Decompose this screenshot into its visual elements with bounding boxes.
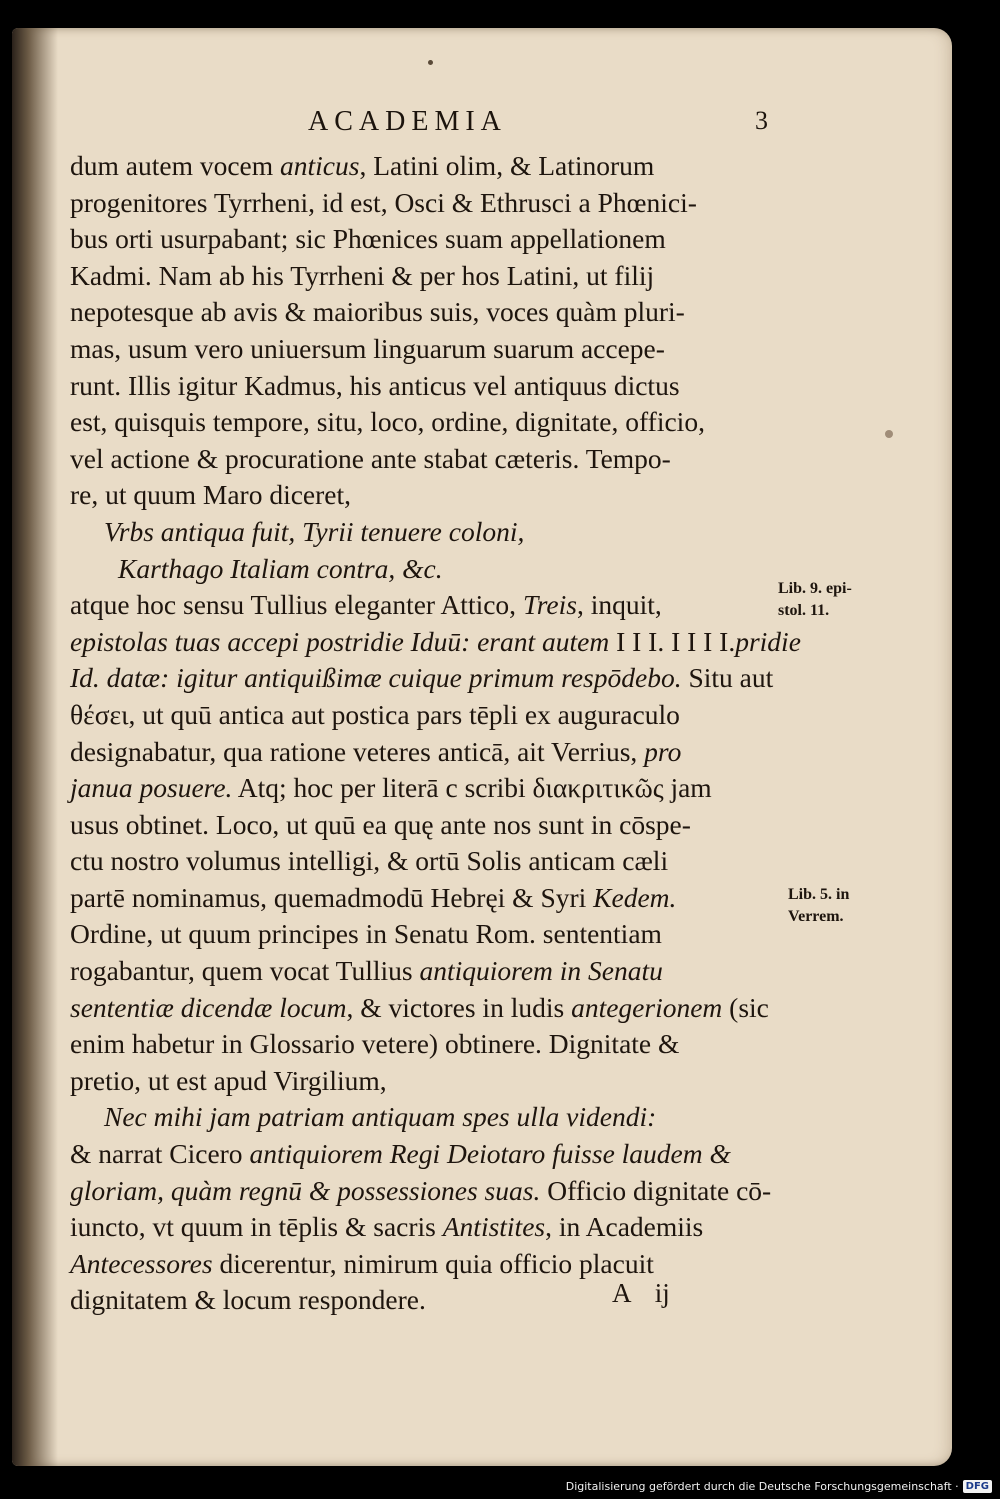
text-segment: Kadmi. Nam ab his Tyrrheni & per hos Latini, ut filij	[70, 259, 655, 291]
text-line	[70, 331, 790, 368]
text-segment: ctu nostro volumus intelligi, & ortū Solis anticam cæli	[70, 845, 669, 877]
margin-note	[788, 884, 849, 928]
text-line	[70, 551, 790, 588]
text-segment: iuncto, vt quum in tēplis & sacris	[70, 1211, 443, 1243]
text-segment: , inquit,	[576, 589, 662, 621]
text-line	[70, 916, 790, 953]
text-line	[70, 477, 790, 514]
text-segment: atque hoc sensu Tullius eleganter Attico,	[70, 589, 523, 621]
text-segment: pridie	[735, 625, 801, 657]
text-segment: vel actione & procuratione ante stabat cæteris. Tempo-	[70, 442, 671, 474]
text-segment: janua posuere.	[70, 772, 233, 804]
text-segment: runt. Illis igitur Kadmus, his anticus vel antiquus dictus	[70, 369, 680, 401]
text-segment: progenitores Tyrrheni, id est, Osci & Ethrusci a Phœnici-	[70, 186, 697, 218]
text-line	[70, 1099, 790, 1136]
text-line	[70, 587, 790, 624]
text-line	[70, 221, 790, 258]
text-line	[70, 990, 790, 1027]
text-line	[70, 1282, 790, 1319]
text-line	[70, 514, 790, 551]
text-segment: dicerentur, nimirum quia officio placuit	[212, 1247, 654, 1279]
text-segment: (sic	[722, 991, 769, 1023]
text-line	[70, 624, 801, 661]
text-segment: rogabantur, quem vocat Tullius	[70, 955, 420, 987]
text-line	[70, 404, 790, 441]
text-line	[70, 441, 790, 478]
text-segment: antiquiorem Regi Deiotaro fuisse laudem &	[249, 1138, 731, 1170]
text-line	[70, 148, 790, 185]
text-segment: enim habetur in Glossario vetere) obtinere. Dignitate &	[70, 1028, 680, 1060]
text-line	[70, 294, 790, 331]
text-segment: Kedem.	[593, 881, 677, 913]
text-segment: dignitatem & locum respondere.	[70, 1284, 426, 1316]
text-segment: sententiæ dicendæ locum	[70, 991, 347, 1023]
text-segment: epistolas tuas accepi postridie Iduū: erant autem	[70, 625, 617, 657]
text-segment: usus obtinet. Loco, ut quū ea quę ante nos sunt in cōspe-	[70, 808, 691, 840]
text-line	[70, 1173, 790, 1210]
text-segment: dum autem vocem	[70, 150, 281, 181]
text-line	[70, 697, 790, 734]
text-segment: pretio, ut est apud Virgilium,	[70, 1064, 387, 1096]
text-line	[70, 807, 790, 844]
ink-speck	[428, 60, 433, 65]
text-segment: pro	[644, 735, 682, 767]
text-segment: , & victores in ludis	[346, 991, 572, 1023]
book-gutter	[12, 28, 58, 1466]
text-segment: antiquiorem in Senatu	[419, 955, 663, 987]
text-segment: re, ut quum Maro diceret,	[70, 479, 352, 511]
text-segment: bus orti usurpabant; sic Phœnices suam appellationem	[70, 223, 666, 255]
body-text	[70, 148, 801, 1319]
margin-note-line: Lib. 5. in	[788, 886, 850, 903]
text-segment: Vrbs antiqua fuit, Tyrii tenuere coloni,	[104, 515, 525, 547]
text-line	[70, 843, 790, 880]
text-segment: designabatur, qua ratione veteres anticā, ait Verrius,	[70, 735, 645, 767]
margin-note-line: Verrem.	[788, 908, 844, 925]
text-line	[70, 1209, 790, 1246]
page-header	[100, 106, 770, 142]
text-segment: nepotesque ab avis & maioribus suis, voces quàm pluri-	[70, 296, 685, 328]
text-segment: mas, usum vero uniuersum linguarum suarum accepe-	[70, 332, 665, 364]
text-segment: Nec mihi jam patriam antiquam spes ulla videndi:	[104, 1101, 657, 1133]
text-segment: anticus	[280, 150, 360, 181]
text-segment: Treis	[522, 589, 577, 621]
text-line	[70, 660, 790, 697]
text-segment: Ordine, ut quum principes in Senatu Rom. sententiam	[70, 918, 662, 950]
dfg-logo-icon: DFG	[963, 1480, 992, 1493]
text-segment: Situ aut	[681, 662, 774, 694]
text-line	[70, 1246, 790, 1283]
text-line	[70, 1026, 790, 1063]
margin-note	[778, 578, 852, 622]
text-segment: antegerionem	[571, 991, 723, 1023]
digitization-footer	[566, 1477, 992, 1495]
text-line	[70, 258, 790, 295]
text-segment: Antecessores	[70, 1247, 213, 1279]
text-segment: , Latini olim, & Latinorum	[359, 150, 655, 181]
text-line	[70, 1063, 790, 1100]
text-segment: gloriam, quàm regnū & possessiones suas.	[70, 1174, 541, 1206]
text-line	[70, 880, 790, 917]
text-segment: Karthago Italiam contra, &c.	[118, 552, 443, 584]
margin-note-line: Lib. 9. epi-	[778, 580, 852, 597]
text-line	[70, 770, 790, 807]
running-title: ACADEMIA	[308, 106, 507, 137]
text-line	[70, 1136, 790, 1173]
footer-credit: Digitalisierung gefördert durch die Deutsche Forschungsgemeinschaft ·	[565, 1479, 959, 1493]
text-segment: & narrat Cicero	[70, 1138, 250, 1170]
text-segment: Atq; hoc per literā c scribi διακριτικῶς jam	[232, 772, 712, 804]
catchword: A ij	[612, 1278, 670, 1308]
text-segment: est, quisquis tempore, situ, loco, ordine, dignitate, officio,	[70, 406, 705, 438]
text-segment: Antistites	[442, 1211, 546, 1243]
text-segment: I I I. I I I I.	[616, 625, 736, 657]
margin-note-line: stol. 11.	[778, 602, 830, 619]
paper-stain	[885, 430, 893, 438]
text-line	[70, 185, 790, 222]
text-segment: Id. datæ: igitur antiquißimæ cuique primum respōdebo.	[70, 662, 682, 694]
text-line	[70, 368, 790, 405]
text-line	[70, 734, 790, 771]
text-segment: θέσει, ut quū antica aut postica pars tēpli ex auguraculo	[70, 698, 680, 730]
text-segment: , in Academiis	[545, 1211, 704, 1243]
text-line	[70, 953, 790, 990]
text-segment: partē nominamus, quemadmodū Hebręi & Syri	[70, 881, 594, 913]
page-number: 3	[755, 106, 768, 135]
text-segment: Officio dignitate cō-	[540, 1174, 772, 1206]
